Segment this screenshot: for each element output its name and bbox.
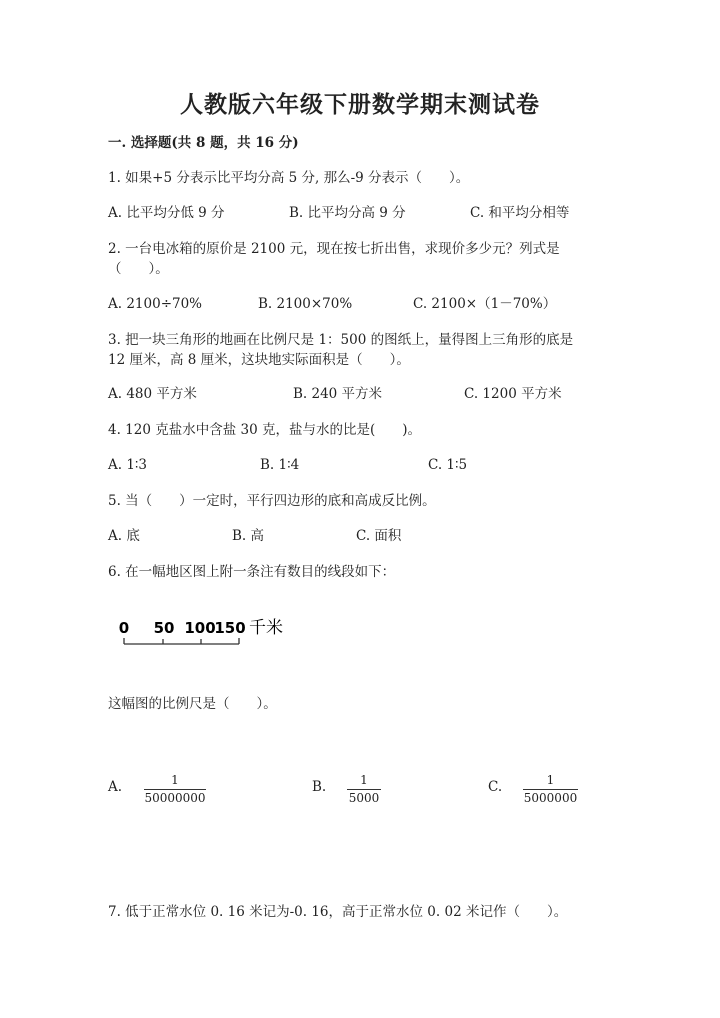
scale-label-150: 150 — [214, 619, 246, 637]
question-3-stem-line2: 12 厘米，高 8 厘米，这块地实际面积是（ ）。 — [108, 352, 410, 368]
question-3-stem-line1: 3. 把一块三角形的地画在比例尺是 1：500 的图纸上，量得图上三角形的底是 — [108, 332, 574, 348]
scale-label-50: 50 — [153, 619, 175, 637]
question-5-option-a[interactable]: A. 底 — [108, 528, 140, 544]
section-heading: 一. 选择题(共 8 题，共 16 分) — [108, 135, 299, 151]
fraction-numerator: 1 — [546, 773, 555, 787]
question-1-option-c[interactable]: C. 和平均分相等 — [470, 205, 570, 221]
scale-unit: 千米 — [249, 618, 283, 638]
question-2-option-b[interactable]: B. 2100×70% — [258, 296, 353, 312]
fraction-numerator: 1 — [360, 773, 368, 787]
fraction-bar — [347, 789, 381, 790]
fraction-denominator: 50000000 — [144, 791, 206, 805]
scale-bar-figure — [112, 612, 302, 652]
question-6-option-c-letter[interactable]: C. — [488, 779, 503, 795]
question-5-option-b[interactable]: B. 高 — [232, 528, 265, 544]
question-2-stem-line2: （ ）。 — [108, 261, 169, 277]
question-4-option-a[interactable]: A. 1∶3 — [108, 457, 148, 473]
question-6-followup: 这幅图的比例尺是（ ）。 — [108, 696, 277, 712]
question-3-option-c[interactable]: C. 1200 平方米 — [464, 386, 562, 402]
question-1-stem: 1. 如果+5 分表示比平均分高 5 分, 那么-9 分表示（ ）。 — [108, 170, 470, 186]
fraction-denominator: 5000 — [348, 791, 380, 805]
question-6-option-a-fraction[interactable] — [144, 773, 206, 806]
question-1-option-b[interactable]: B. 比平均分高 9 分 — [289, 205, 406, 221]
question-6-option-b-fraction[interactable] — [347, 773, 381, 806]
fraction-numerator: 1 — [171, 773, 179, 787]
question-3-option-a[interactable]: A. 480 平方米 — [108, 386, 197, 402]
question-7-stem: 7. 低于正常水位 0. 16 米记为-0. 16，高于正常水位 0. 02 米记作（ ）。 — [108, 904, 568, 920]
question-4-stem: 4. 120 克盐水中含盐 30 克，盐与水的比是( )。 — [108, 422, 422, 438]
question-4-option-c[interactable]: C. 1∶5 — [428, 457, 468, 473]
question-6-option-a-letter[interactable]: A. — [108, 779, 123, 795]
question-3-option-b[interactable]: B. 240 平方米 — [293, 386, 383, 402]
question-6-option-c-fraction[interactable] — [523, 773, 578, 806]
question-2-stem-line1: 2. 一台电冰箱的原价是 2100 元，现在按七折出售，求现价多少元？列式是 — [108, 241, 560, 257]
question-4-option-b[interactable]: B. 1∶4 — [260, 457, 300, 473]
question-2-option-c[interactable]: C. 2100×（1－70%） — [413, 296, 557, 312]
fraction-bar — [144, 789, 206, 790]
fraction-bar — [523, 789, 578, 790]
scale-label-0: 0 — [118, 619, 130, 637]
fraction-denominator: 5000000 — [523, 791, 578, 805]
page-title: 人教版六年级下册数学期末测试卷 — [180, 91, 540, 118]
scale-label-100: 100 — [184, 619, 216, 637]
question-6-stem: 6. 在一幅地区图上附一条注有数目的线段如下： — [108, 564, 396, 580]
question-1-option-a[interactable]: A. 比平均分低 9 分 — [108, 205, 225, 221]
question-2-option-a[interactable]: A. 2100÷70% — [108, 296, 203, 312]
question-5-stem: 5. 当（ ）一定时，平行四边形的底和高成反比例。 — [108, 493, 436, 509]
question-5-option-c[interactable]: C. 面积 — [356, 528, 402, 544]
question-6-option-b-letter[interactable]: B. — [312, 779, 327, 795]
